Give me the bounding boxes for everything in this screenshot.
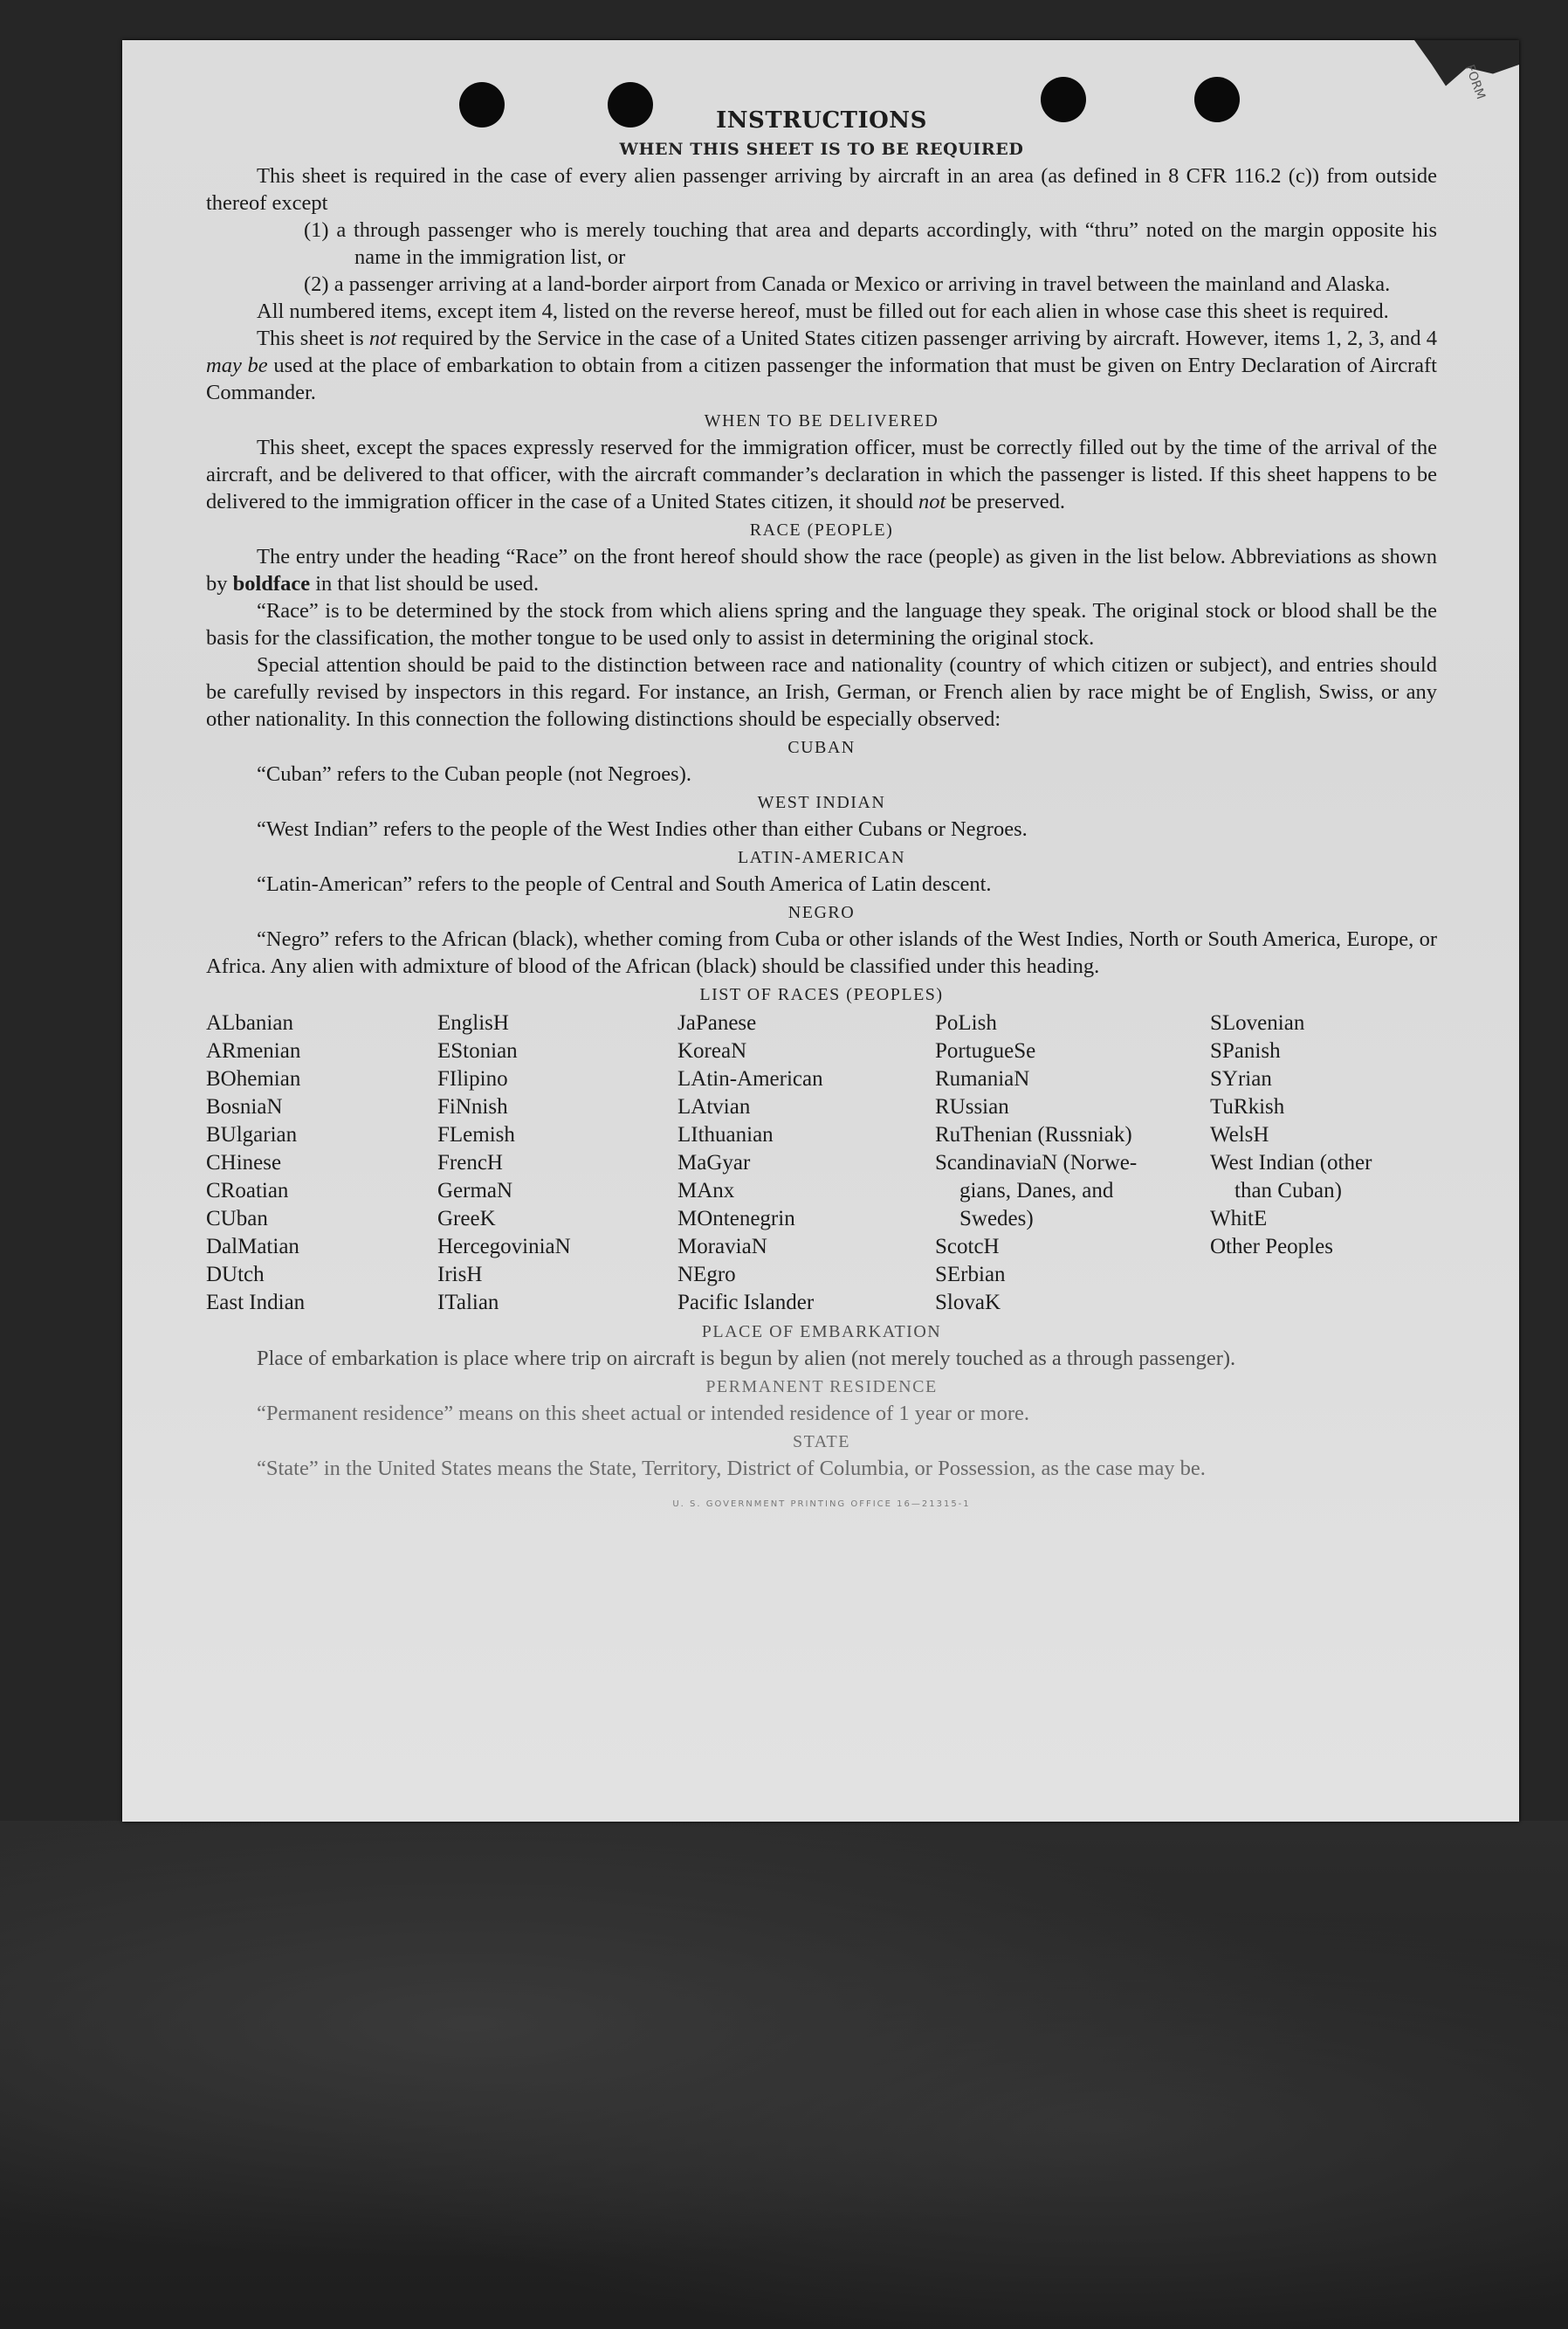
paragraph: “Permanent residence” means on this sheet actual or intended residence of 1 year or more. <box>257 1402 1030 1425</box>
race-entry: RuThenian (Russniak) <box>935 1123 1132 1147</box>
section-heading: PLACE OF EMBARKATION <box>701 1322 942 1341</box>
race-entry: MoraviaN <box>677 1235 767 1258</box>
race-entry: JaPanese <box>677 1011 757 1035</box>
paragraph: “Race” is to be determined by the stock from which aliens spring and the language they speak. The original stock or blood shall be the basis for the classification, the mother tongue to be used only to assist in determining the original stock. <box>206 599 1437 650</box>
race-entry: ARmenian <box>206 1039 301 1063</box>
races-column <box>437 1009 664 1317</box>
race-entry: FLemish <box>437 1123 515 1147</box>
section-heading: NEGRO <box>787 903 856 922</box>
page-title: INSTRUCTIONS <box>716 107 927 134</box>
race-entry: MAnx <box>677 1179 735 1202</box>
race-entry: Swedes) <box>959 1207 1034 1230</box>
section-heading: CUBAN <box>787 738 856 757</box>
race-entry: ITalian <box>437 1291 499 1314</box>
section-heading: WEST INDIAN <box>757 793 886 812</box>
race-entry: LIthuanian <box>677 1123 774 1147</box>
races-column <box>1210 1009 1437 1317</box>
race-entry: LAtvian <box>677 1095 751 1119</box>
paragraph: “West Indian” refers to the people of the West Indies other than either Cubans or Negroes. <box>257 817 1028 841</box>
paragraph: This sheet, except the spaces expressly reserved for the immigration officer, must be correctly filled out by the time of the arrival of the aircraft, and be delivered to that officer, with the aircraft commander’s declaration in which the passenger is listed. If this sheet happens to be delivered to the immigration officer in the case of a United States citizen, it should not be preserved. <box>206 436 1437 513</box>
race-entry: FIlipino <box>437 1067 508 1091</box>
race-entry: GreeK <box>437 1207 496 1230</box>
section-heading: WHEN THIS SHEET IS TO BE REQUIRED <box>619 140 1024 159</box>
section-heading: LIST OF RACES (PEOPLES) <box>699 985 944 1004</box>
race-entry: East Indian <box>206 1291 306 1314</box>
race-entry: DalMatian <box>206 1235 299 1258</box>
race-entry: FiNnish <box>437 1095 508 1119</box>
race-entry: CUban <box>206 1207 268 1230</box>
race-entry: TuRkish <box>1210 1095 1285 1119</box>
paragraph: “Negro” refers to the African (black), whether coming from Cuba or other islands of the West Indies, North or South America, Europe, or Africa. Any alien with admixture of blood of the African (black) should be classified under this heading. <box>206 927 1437 978</box>
race-entry: PortugueSe <box>935 1039 1036 1063</box>
race-entry: ScotcH <box>935 1235 1000 1258</box>
paragraph: The entry under the heading “Race” on the front hereof should show the race (people) as given in the list below. Abbreviations as shown by boldface in that list should be used. <box>206 545 1437 596</box>
race-entry: SLovenian <box>1210 1011 1305 1035</box>
race-entry: gians, Danes, and <box>959 1179 1114 1202</box>
race-entry: Other Peoples <box>1210 1235 1333 1258</box>
race-entry: CRoatian <box>206 1179 289 1202</box>
race-entry: WelsH <box>1210 1123 1269 1147</box>
paragraph: Place of embarkation is place where trip on aircraft is begun by alien (not merely touched as a through passenger). <box>257 1347 1236 1370</box>
race-entry: HercegoviniaN <box>437 1235 571 1258</box>
race-entry: EnglisH <box>437 1011 509 1035</box>
races-column <box>677 1009 922 1317</box>
race-entry: EStonian <box>437 1039 518 1063</box>
paragraph: “Cuban” refers to the Cuban people (not Negroes). <box>257 762 691 786</box>
section-heading: LATIN-AMERICAN <box>737 848 906 867</box>
section-heading: PERMANENT RESIDENCE <box>705 1377 938 1396</box>
torn-corner <box>1344 40 1519 101</box>
list-item: (1) a through passenger who is merely touching that area and departs accordingly, with “thru” noted on the margin opposite his name in the immigration list, or <box>304 218 1437 269</box>
paragraph: “Latin-American” refers to the people of Central and South America of Latin descent. <box>257 872 992 896</box>
section-heading: WHEN TO BE DELIVERED <box>704 411 939 431</box>
section-heading: RACE (PEOPLE) <box>749 520 894 540</box>
race-entry: Pacific Islander <box>677 1291 815 1314</box>
race-entry: SYrian <box>1210 1067 1272 1091</box>
race-entry: KoreaN <box>677 1039 747 1063</box>
race-entry: RumaniaN <box>935 1067 1030 1091</box>
instructions-content <box>206 107 1437 1518</box>
race-entry: West Indian (other <box>1210 1151 1372 1175</box>
list-item: (2) a passenger arriving at a land-border airport from Canada or Mexico or arriving in travel between the mainland and Alaska. <box>304 272 1391 296</box>
race-entry: LAtin-American <box>677 1067 823 1091</box>
race-entry: DUtch <box>206 1263 265 1286</box>
paragraph: All numbered items, except item 4, listed on the reverse hereof, must be filled out for each alien in whose case this sheet is required. <box>257 300 1389 323</box>
corner-mark: FORM <box>1462 63 1489 101</box>
race-entry: MOntenegrin <box>677 1207 795 1230</box>
paragraph: Special attention should be paid to the distinction between race and nationality (country of which citizen or subject), and entries should be carefully revised by inspectors in this regard. For instance, an Irish, German, or French alien by race might be of English, Swiss, or any other nationality. In this connection the following distinctions should be especially observed: <box>206 653 1437 731</box>
races-column <box>206 1009 424 1317</box>
race-entry: BosniaN <box>206 1095 283 1119</box>
race-entry: BUlgarian <box>206 1123 298 1147</box>
race-entry: ScandinaviaN (Norwe- <box>935 1151 1138 1175</box>
race-entry: FrencH <box>437 1151 503 1175</box>
race-entry: BOhemian <box>206 1067 301 1091</box>
race-entry: MaGyar <box>677 1151 751 1175</box>
race-entry: CHinese <box>206 1151 282 1175</box>
race-entry: WhitE <box>1210 1207 1268 1230</box>
races-column <box>935 1009 1197 1317</box>
printer-imprint: U. S. GOVERNMENT PRINTING OFFICE 16—21315-1 <box>672 1499 971 1509</box>
instruction-sheet <box>122 40 1519 1822</box>
paragraph: “State” in the United States means the State, Territory, District of Columbia, or Possession, as the case may be. <box>257 1457 1206 1480</box>
paragraph: This sheet is not required by the Service in the case of a United States citizen passenger arriving by aircraft. However, items 1, 2, 3, and 4 may be used at the place of embarkation to obtain from a citizen passenger the information that must be given on Entry Declaration of Aircraft Commander. <box>206 327 1437 404</box>
race-entry: than Cuban) <box>1234 1179 1342 1202</box>
microfilm-background <box>0 1821 1568 2329</box>
race-entry: ALbanian <box>206 1011 293 1035</box>
races-list <box>206 1009 1437 1317</box>
race-entry: NEgro <box>677 1263 736 1286</box>
race-entry: SlovaK <box>935 1291 1001 1314</box>
race-entry: PoLish <box>935 1011 997 1035</box>
race-entry: SPanish <box>1210 1039 1281 1063</box>
race-entry: GermaN <box>437 1179 513 1202</box>
race-entry: SErbian <box>935 1263 1006 1286</box>
race-entry: IrisH <box>437 1263 483 1286</box>
race-entry: RUssian <box>935 1095 1009 1119</box>
paragraph: This sheet is required in the case of every alien passenger arriving by aircraft in an area (as defined in 8 CFR 116.2 (c)) from outside thereof except <box>206 164 1437 215</box>
section-heading: STATE <box>793 1432 850 1451</box>
